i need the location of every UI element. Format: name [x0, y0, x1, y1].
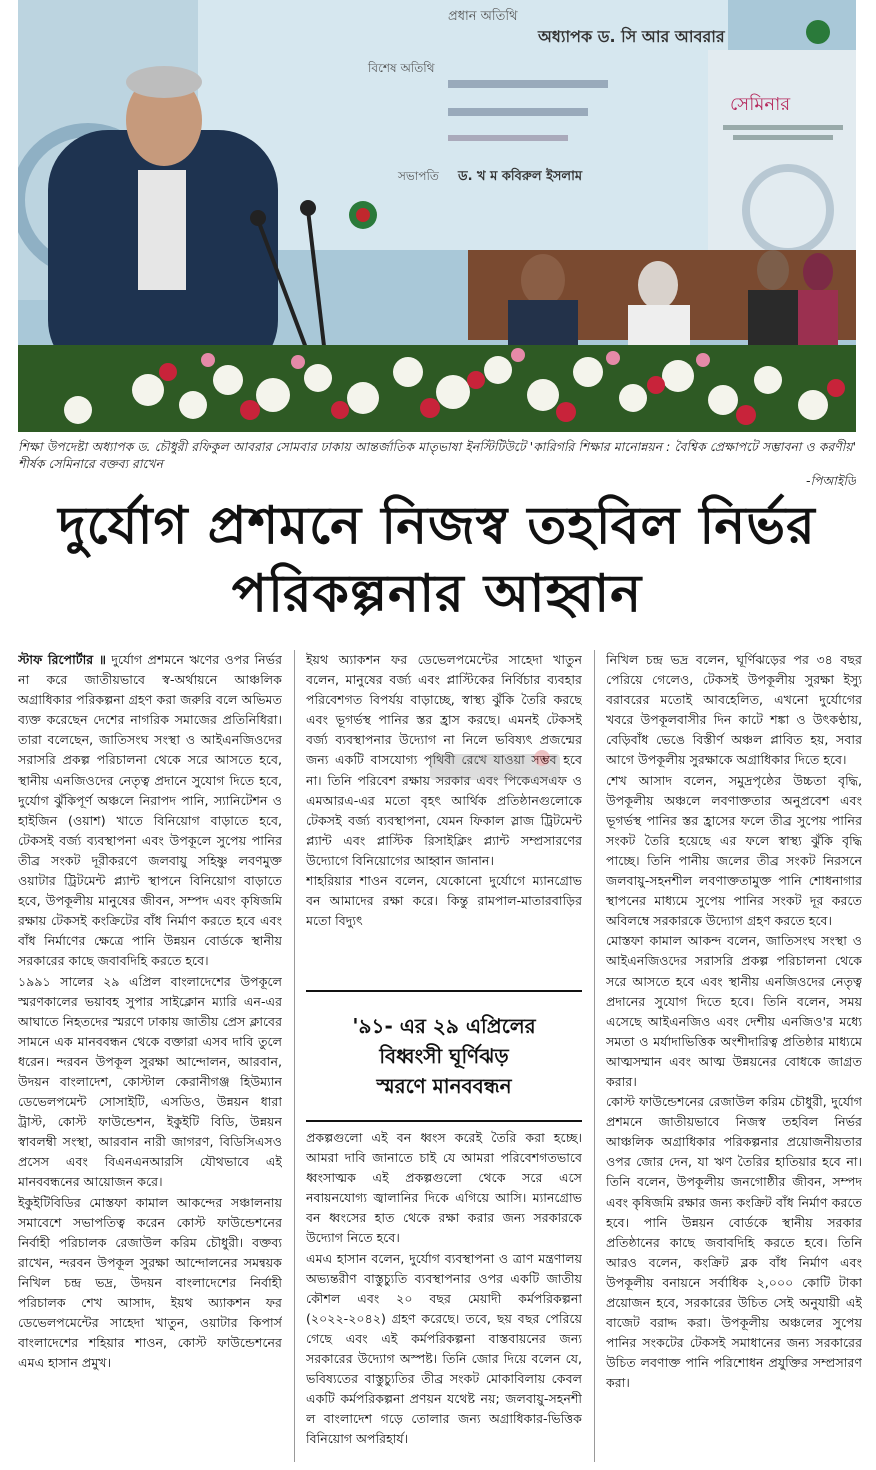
seminar-standee: [708, 50, 856, 270]
banner-chief-guest-label: প্রধান অতিথি: [448, 9, 518, 24]
article-paragraph: নিখিল চন্দ্র ভদ্র বলেন, ঘূর্ণিঝড়ের পর ৩৪ বছর পেরিয়ে গেলেও, টেকসই উপকূলীয় সুরক্ষা ইস্যু বরাবরের মতোই আবহেলিত, এখনো দুর্যোগের খবরে উপকূলবাসীর দিন কাটে শঙ্কা ও উৎকণ্ঠায়, বেড়িবাঁধ ভেঙে বিস্তীর্ণ অঞ্চল প্লাবিত হয়, সবার আগে উপকূলীয় সুরক্ষাকে অগ্রাধিকার দিতে হবে।: [606, 652, 862, 768]
banner-chair-label: সভাপতি: [398, 169, 439, 183]
banner-chair-name: ড. খ ম কবিরুল ইসলাম: [458, 169, 583, 184]
caption-text: শিক্ষা উপদেষ্টা অধ্যাপক ড. চৌধুরী রফিকুল আবরার সোমবার ঢাকায় আন্তর্জাতিক মাতৃভাষা ইনস্টিটিউটে 'কারিগরি শিক্ষার মানোন্নয়ন : বৈশ্বিক প্রেক্ষাপটে সম্ভাবনা ও করণীয়' শীর্ষক সেমিনারে বক্তব্য রাখেন: [18, 439, 856, 471]
column-divider: [594, 650, 595, 1462]
subheadline-line-2: বিধ্বংসী ঘূর্ণিঝড়: [379, 1044, 509, 1068]
article-paragraph: মোস্তফা কামাল আকন্দ বলেন, জাতিসংঘ সংস্থা ও আইএনজিওদের সরাসরি প্রকল্প পরিচালনা থেকে সরে আসতে হবে এবং স্থানীয় এনজিওদের নেতৃত্ব প্রদানের সুযোগ দিতে হবে। তিনি বলেন, সময় এসেছে আইএনজিও এবং দেশীয় এনজিও'র মধ্যে সমতা ও মর্যাদাভিত্তিক অংশীদারিত্ব প্রতিষ্ঠার মাধ্যমে আত্মসম্মান এবং আত্ম উন্নয়নের বোধকে জাগ্রত করার।: [606, 933, 862, 1089]
article-paragraph: ইকুইটিবিডির মোস্তফা কামাল আকন্দের সঞ্চালনায় সমাবেশে সভাপতিত্ব করেন কোস্ট ফাউন্ডেশনের নির্বাহী পরিচালক রেজাউল করিম চৌধুরী। বক্তব্য রাখেন, ন্দরবন উপকূল সুরক্ষা আন্দোলনের সমন্বয়ক নিখিল চন্দ্র ভদ্র, উদয়ন বাংলাদেশের নির্বাহী পরিচালক শেখ আসাদ, ইয়থ অ্যাকশন ফর ডেভেলপমেন্টের সাহেদা খাতুন, ওয়াটার কিপার্স বাংলাদেশের শহিয়ার শাওন, কোস্ট ফাউন্ডেশনের এমএ হাসান প্রমুখ।: [18, 1194, 282, 1371]
subheadline-line-1: '৯১- এর ২৯ এপ্রিলের: [352, 1014, 536, 1038]
article-paragraph: ইয়থ অ্যাকশন ফর ডেভেলপমেন্টের সাহেদা খাতুন বলেন, মানুষের বর্জ্য এবং প্লাস্টিকের নির্বিচার ব্যবহার পরিবেশগত বিপর্যয় বাড়াচ্ছে, স্বাস্থ্য ঝুঁকি তৈরি করছে এবং ভূগর্ভস্থ পানির স্তর হ্রাস করছে। এমনই টেকসই বর্জ্য ব্যবস্থাপনার উদ্যোগ না নিলে ভবিষ্যৎ প্রজন্মের জন্য একটি বাসযোগ্য পৃথিবী রেখে যাওয়া সম্ভব হবে না। তিনি পরিবেশ রক্ষায় সরকার এবং পিকেএসএফ ও এমআরএ-এর মতো বৃহৎ আর্থিক প্রতিষ্ঠানগুলোকে টেকসই বর্জ্য ব্যবস্থাপনা, যেমন ফিকাল স্লাজ ট্রিটমেন্ট প্ল্যান্ট এবং প্লাস্টিক রিসাইক্লিং প্ল্যান্ট সম্প্রসারণের উদ্যোগে বিনিয়োগের আহ্বান জানান।: [306, 652, 582, 868]
article-paragraph: শাহরিয়ার শাওন বলেন, যেকোনো দুর্যোগে ম্যানগ্রোভ বন আমাদের রক্ষা করে। কিন্তু রামপাল-মাতারবাড়ির মতো বিদ্যুৎ: [306, 873, 582, 929]
headline: [18, 492, 856, 632]
subheadline-line-3: স্মরণে মানববন্ধন: [376, 1074, 512, 1098]
photo-caption: [18, 438, 856, 486]
article-column-3: [606, 650, 862, 1462]
seminar-photo-illustration: [18, 0, 856, 432]
headline-line-2: পরিকল্পনার আহ্বান: [231, 564, 643, 624]
article-paragraph: শেখ আসাদ বলেন, সমুদ্রপৃষ্ঠের উচ্চতা বৃদ্ধি, উপকূলীয় অঞ্চলে লবণাক্ততার অনুপ্রবেশ এবং ভূগর্ভস্থ পানির স্তর হ্রাসের ফলে তীব্র সুপেয় পানির সংকট তৈরি হয়েছে এর ফলে স্বাস্থ্য ঝুঁকি বৃদ্ধি পাচ্ছে। তিনি পানীয় জলের তীব্র সংকট নিরসনে জলবায়ু-সহনশীল লবণাক্ততামুক্ত পানি শোধনাগার স্থাপনের মাধ্যমে সুপেয় পানির সংকট দূর করতে অবিলম্বে সরকারকে উদ্যোগ গ্রহণ করতে হবে।: [606, 772, 862, 929]
article-paragraph: কোস্ট ফাউন্ডেশনের রেজাউল করিম চৌধুরী, দুর্যোগ প্রশমনে জাতীয়ভাবে নিজস্ব তহবিল নির্ভর আঞ্চলিক অগ্রাধিকার পরিকল্পনার প্রয়োজনীয়তার ওপর জোর দেন, যা ঋণ তৈরির হাতিয়ার হবে না। তিনি বলেন, উপকূলীয় জনগোষ্ঠীর জীবন, সম্পদ এবং কৃষিজমি রক্ষার জন্য কংক্রিট বাঁধ নির্মাণ করতে হবে। পানি উন্নয়ন বোর্ডকে স্থানীয় সরকার প্রতিষ্ঠানের কাছে জবাবদিহি করতে হবে। তিনি আরও বলেন, কংক্রিট ব্লক বাঁধ নির্মাণ এবং উপকূলীয় বনায়নে সর্বাধিক ২,০০০ কোটি টাকা প্রয়োজন হবে, সরকারের উচিত সেই অনুযায়ী এই বাজেট বরাদ্দ করা। উপকূলীয় অঞ্চলের সুপেয় পানির সংকটের টেকসই সমাধানের জন্য সরকারের উচিত লবণাক্ত পানি পরিশোধন প্রযুক্তির সম্প্রসারণ করা।: [606, 1094, 862, 1391]
article-paragraph: এমএ হাসান বলেন, দুর্যোগ ব্যবস্থাপনা ও ত্রাণ মন্ত্রণালয় অভ্যন্তরীণ বাস্তুচ্যুতি ব্যবস্থাপনার ওপর একটি জাতীয় কৌশল এবং ২০ বছর মেয়াদী কর্মপরিকল্পনা (২০২২-২০৪২) গ্রহণ করেছে। তবে, ছয় বছর পেরিয়ে গেছে এবং এই কর্মপরিকল্পনা বাস্তবায়নের জন্য সরকারের উদ্যোগ অস্পষ্ট। তিনি জোর দিয়ে বলেন যে, ভবিষ্যতের বাস্তুচ্যুতির তীব্র সংকট মোকাবিলায় কেবল একটি কর্মপরিকল্পনা প্রণয়ন যথেষ্ট নয়; জলবায়ু-সহনশী ল বাংলাদেশ গড়ে তোলার জন্য অগ্রাধিকার-ভিত্তিক বিনিয়োগ অপরিহার্য।: [306, 1250, 582, 1447]
headline-line-1: দুর্যোগ প্রশমনে নিজস্ব তহবিল নির্ভর: [58, 496, 816, 556]
banner-special-guest-label: বিশেষ অতিথি: [368, 61, 435, 75]
news-photo: [18, 0, 856, 432]
article-paragraph: প্রকল্পগুলো এই বন ধ্বংস করেই তৈরি করা হচ্ছে। আমরা দাবি জানাতে চাই যে আমরা পরিবেশগতভাবে ধ্বংসাত্মক এই প্রকল্পগুলো থেকে সরে এসে নবায়নযোগ্য জ্বালানির দিকে এগিয়ে আসি। ম্যানগ্রোভ বন ধ্বংসের হাত থেকে রক্ষা করার জন্য সরকারকে উদ্যোগ নিতে হবে।: [306, 1130, 582, 1246]
byline: স্টাফ রিপোর্টার ॥: [18, 652, 107, 667]
banner-seminar-word: সেমিনার: [730, 94, 791, 115]
subheadline-box: [306, 990, 582, 1122]
article-column-2-bottom: [306, 1128, 582, 1462]
article-column-2-top: [306, 650, 582, 986]
article-column-1: [18, 650, 282, 1462]
banner-chief-guest-name: অধ্যাপক ড. সি আর আবরার: [538, 27, 725, 46]
article-paragraph: স্টাফ রিপোর্টার ॥ দুর্যোগ প্রশমনে ঋণের ওপর নির্ভর না করে জাতীয়ভাবে স্ব-অর্থায়নে আঞ্চলিক অগ্রাধিকার পরিকল্পনা গ্রহণ করা জরুরি বলে অভিমত ব্যক্ত করেছেন দেশের নাগরিক সমাজের প্রতিনিধিরা। তারা বলেছেন, জাতিসংঘ সংস্থা ও আইএনজিওদের সরাসরি প্রকল্প পরিচালনা থেকে সরে আসতে হবে, স্থানীয় এনজিওদের নেতৃত্ব প্রদানে সুযোগ দিতে হবে, দুর্যোগ ঝুঁকিপূর্ণ অঞ্চলে নিরাপদ পানি, স্যানিটেশন ও হাইজিন (ওয়াশ) খাতে বিনিয়োগ বাড়াতে হবে, টেকসই বর্জ্য ব্যবস্থাপনা এবং উপকূলে সুপেয় পানির তীব্র সংকট দূরীকরণে জলবায়ু সহিষ্ণু লবণমুক্ত ওয়াটার ট্রিটমেন্ট প্ল্যান্ট স্থাপনে বিনিয়োগ বাড়াতে হবে, উপকূলীয় মানুষের জীবন, সম্পদ এবং কৃষিজমি রক্ষায় টেকসই কংক্রিটের বাঁধ নির্মাণ করতে হবে এবং বাঁধ নির্মাণের ক্ষেত্রে পানি উন্নয়ন বোর্ডকে স্থানীয় সরকারের কাছে জবাবদিহি করতে হবে।: [18, 652, 282, 969]
article-paragraph: ১৯৯১ সালের ২৯ এপ্রিল বাংলাদেশের উপকূলে স্মরণকালের ভয়াবহ সুপার সাইক্লোন ম্যারি এন-এর আঘাতে নিহতদের স্মরণে ঢাকায় জাতীয় প্রেস ক্লাবের সামনে এক মানববন্ধন থেকে বক্তারা এসব দাবি তুলে ধরেন। ন্দরবন উপকূল সুরক্ষা আন্দোলন, আরবান, উদয়ন বাংলাদেশ, কোস্টাল কেরানীগঞ্জ হিউম্যান ডেভেলপমেন্ট সোসাইটি, এসডিও, উন্নয়ন ধারা ট্রাস্ট, কোস্ট ফাউন্ডেশন, ইকুইটি বিডি, উন্নয়ন স্বাবলম্বী সংস্থা, আরবান নারী জাগরণ, বিডিসিএসও প্রসেস এবং বিএনএনআরসি যৌথভাবে এই মানববন্ধনের আয়োজন করে।: [18, 973, 282, 1190]
caption-credit: -পিআইডি: [806, 473, 856, 486]
column-divider: [294, 650, 295, 1462]
